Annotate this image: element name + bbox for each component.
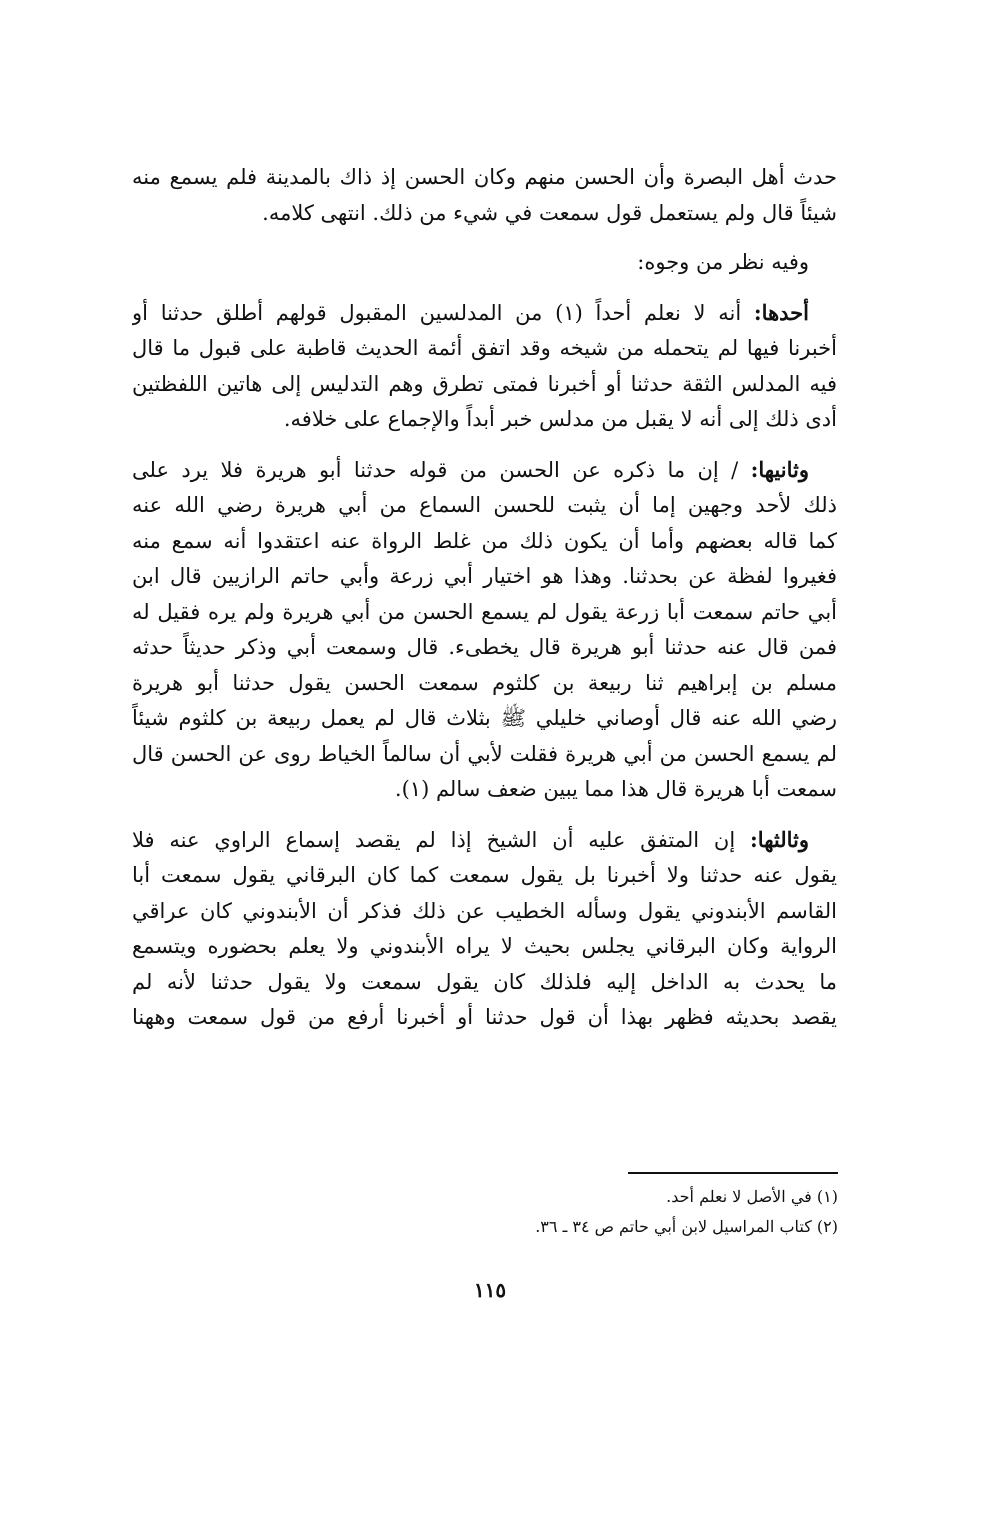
- footnote: (١) في الأصل لا نعلم أحد.: [666, 1187, 838, 1206]
- text-line: حدث أهل البصرة وأن الحسن منهم وكان الحسن إذ ذاك بالمدينة فلم يسمع منه: [132, 165, 837, 189]
- text-line: أدى ذلك إلى أنه لا يقبل من مدلس خبر أبداً والإجماع على خلافه.: [283, 407, 837, 431]
- paragraph-4: [132, 452, 837, 808]
- text-segment: إن المتفق عليه أن الشيخ إذا لم يقصد إسماع الراوي عنه فلا: [132, 827, 736, 852]
- text-line: فيه المدلس الثقة حدثنا أو أخبرنا فمتى تطرق وهم التدليس إلى هاتين اللفظتين: [132, 371, 837, 396]
- text-line: [132, 822, 837, 859]
- text-line: مسلم بن إبراهيم ثنا ربيعة بن كلثوم سمعت الحسن يقول حدثنا أبو هريرة: [132, 670, 837, 695]
- text-line: وفيه نظر من وجوه:: [637, 250, 809, 274]
- text-line: ذلك لأحد وجهين إما أن يثبت للحسن السماع من أبي هريرة رضي الله عنه: [132, 493, 837, 517]
- paragraph-3: [132, 295, 837, 438]
- footnotes: [400, 1182, 838, 1242]
- text-line: فغيروا لفظة عن بحدثنا. وهذا هو اختيار أبي زرعة وأبي حاتم الرازيين قال ابن: [132, 564, 837, 588]
- text-line: رضي الله عنه قال أوصاني خليلي ﷺ بثلاث قال لم يعمل ربيعة بن كلثوم شيئاً: [132, 706, 837, 730]
- text-line: [132, 452, 837, 489]
- paragraph-label: وثانيها:: [750, 456, 809, 482]
- text-line: القاسم الأبندوني يقول وسأله الخطيب عن ذلك فذكر أن الأبندوني كان عراقي: [132, 898, 837, 923]
- text-line: [132, 295, 837, 332]
- text-line: فمن قال عنه حدثنا أبو هريرة قال يخطىء. قال وسمعت أبي وذكر حديثاً حدثه: [132, 635, 837, 659]
- paragraph-5: [132, 822, 837, 1036]
- text-line: أخبرنا فيها لم يتحمله من شيخه وقد اتفق أئمة الحديث قاطبة على قبول ما قال: [132, 336, 837, 360]
- text-line: لم يسمع الحسن من أبي هريرة فقلت لأبي أن سالماً الخياط روى عن الحسن قال: [132, 741, 837, 766]
- text-line: ما يحدث به الداخل إليه فلذلك كان يقول سمعت ولا يقول حدثنا لأنه لم: [132, 969, 837, 994]
- page-number: ١١٥: [473, 1278, 507, 1302]
- text-line: أبي حاتم سمعت أبا زرعة يقول لم يسمع الحسن من أبي هريرة ولم يره فقيل له: [132, 599, 837, 624]
- paragraph-2: [132, 245, 837, 281]
- text-line: الرواية وكان البرقاني يجلس بحيث لا يراه الأبندوني ولا يعلم بحضوره ويتسمع: [132, 934, 837, 958]
- main-text: [132, 160, 837, 1036]
- text-line: كما قاله بعضهم وأما أن يكون ذلك من غلط الرواة عنه اعتقدوا أنه سمع منه: [132, 528, 837, 553]
- text-segment: أنه لا نعلم أحداً (١) من المدلسين المقبول قولهم أطلق حدثنا أو: [132, 300, 742, 325]
- text-line: سمعت أبا هريرة قال هذا مما يبين ضعف سالم (١).: [394, 777, 837, 801]
- paragraph-label: وثالثها:: [750, 826, 809, 852]
- footnote: (٢) كتاب المراسيل لابن أبي حاتم ص ٣٤ ـ ٣٦.: [535, 1217, 838, 1236]
- paragraph-1: [132, 160, 837, 231]
- footnote-divider: [628, 1172, 838, 1174]
- paragraph-label: أحدها:: [753, 299, 809, 325]
- text-line: شيئاً قال ولم يستعمل قول سمعت في شيء من ذلك. انتهى كلامه.: [262, 200, 837, 225]
- text-segment: / إن ما ذكره عن الحسن من قوله حدثنا أبو هريرة فلا يرد على: [132, 457, 739, 482]
- text-line: يقول عنه حدثنا ولا أخبرنا بل يقول سمعت كما كان البرقاني يقول سمعت أبا: [132, 863, 837, 887]
- text-line: يقصد بحديثه فظهر بهذا أن قول حدثنا أو أخبرنا أرفع من قول سمعت وههنا: [132, 1005, 837, 1029]
